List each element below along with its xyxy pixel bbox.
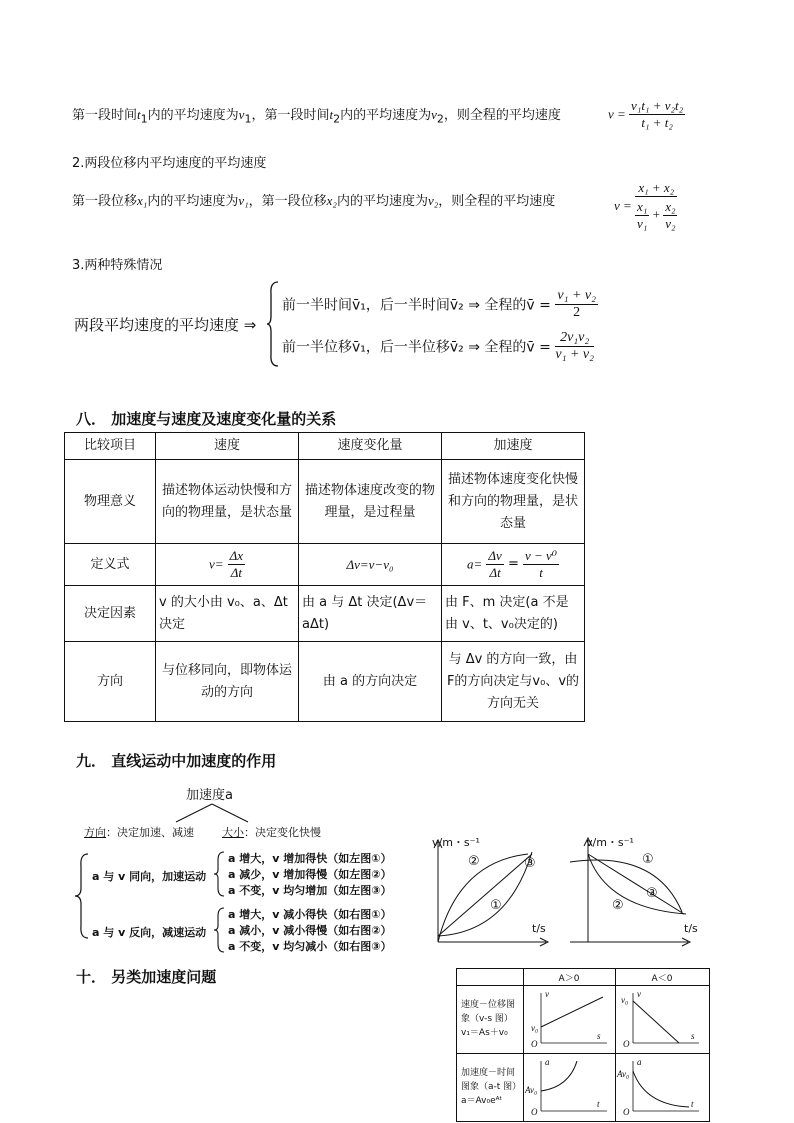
graph-x-label: t/s	[684, 922, 698, 935]
symbol: v₂	[427, 193, 439, 208]
at-graph-negative	[619, 1055, 705, 1119]
table-header: 速度	[156, 433, 299, 460]
same-item: a 不变，v 均匀增加（如左图③）	[228, 884, 392, 897]
subscript: 2	[436, 112, 444, 126]
graph-y-label: v/m・s⁻¹	[586, 836, 634, 849]
subscript: 1	[140, 112, 148, 126]
text: ，第一段位移	[248, 194, 327, 209]
opposite-item: a 增大，v 减小得快（如右图①）	[228, 908, 392, 921]
fraction	[486, 548, 503, 581]
formula-fraction	[635, 180, 677, 232]
denominator: Δt	[230, 565, 242, 580]
line-3	[588, 854, 684, 914]
row-label: 物理意义	[65, 460, 156, 544]
numerator: x₁ + x₂	[635, 180, 677, 197]
numerator: Δv	[488, 548, 502, 563]
item3-title: 3.两种特殊情况	[72, 258, 163, 273]
table-header: 速度变化量	[299, 433, 442, 460]
text: 前一半位移v̄₁，后一半位移v̄₂ ⇒ 全程的v̄ =	[282, 339, 551, 356]
table-cell: 与位移同向，即物体运动的方向	[156, 642, 299, 722]
axis-label: O	[531, 1039, 538, 1049]
vs-graph-positive	[527, 987, 613, 1051]
symbol: t	[137, 107, 141, 122]
y-axis	[584, 838, 592, 942]
row-label: 象（v-s 图）	[461, 1014, 513, 1024]
tree-branch-lines	[140, 800, 290, 826]
formula-fraction	[629, 98, 685, 131]
numerator: v − v⁰	[524, 548, 558, 563]
left-brace	[266, 280, 280, 368]
opposite-item: a 减小，v 减小得慢（如右图②）	[228, 924, 392, 937]
curve-label-2: ②	[612, 898, 624, 913]
text: 第一段位移	[72, 194, 138, 209]
curve-2	[438, 854, 528, 942]
text: 第一段时间	[72, 108, 138, 123]
table-cell: 由 a 的方向决定	[299, 642, 442, 722]
denominator: t	[539, 565, 543, 580]
table-row	[65, 544, 585, 586]
time-average-formula	[608, 98, 685, 131]
axis-label: v₀	[621, 995, 629, 1005]
table-cell: 描述物体速度变化快慢和方向的物理量，是状态量	[442, 460, 585, 544]
direction-node	[84, 824, 194, 840]
axis-label: a	[637, 1057, 642, 1067]
text: 前一半时间v̄₁，后一半时间v̄₂ ⇒ 全程的v̄ =	[282, 297, 551, 314]
same-item: a 增大，v 增加得快（如左图①）	[228, 852, 392, 865]
curve-label-1: ①	[642, 852, 654, 867]
formula-lhs: v =	[614, 198, 632, 213]
column-header: A＞0	[558, 974, 580, 984]
direction-label: 方向	[84, 826, 106, 839]
left-vt-graph	[428, 832, 558, 954]
numerator: v₁t₁ + v₂t₂	[631, 98, 684, 113]
text: 内的平均速度为	[147, 108, 239, 123]
curve-label-2: ②	[468, 854, 480, 869]
fraction	[555, 330, 594, 363]
axis-label: t	[597, 1099, 600, 1109]
text: 内的平均速度为	[340, 108, 432, 123]
column-header: A＜0	[651, 974, 673, 984]
row-label: v₁＝As＋v₀	[461, 1028, 508, 1038]
at-graph-positive	[527, 1055, 613, 1119]
axis-label: s	[597, 1031, 601, 1041]
inner-fraction-a	[635, 199, 649, 232]
section9-heading: 九． 直线运动中加速度的作用	[76, 752, 277, 770]
table-cell: 描述物体运动快慢和方向的物理量，是状态量	[156, 460, 299, 544]
symbol: t	[329, 107, 334, 122]
curve-label-3: ③	[524, 856, 536, 871]
axis-label: s	[691, 1031, 695, 1041]
equals: =	[507, 556, 519, 572]
row-label: 定义式	[65, 544, 156, 586]
denominator: Δt	[489, 565, 501, 580]
text: ，第一段时间	[251, 108, 330, 123]
denominator: v₂	[665, 216, 676, 231]
same-item: a 减少，v 增加得慢（如左图②）	[228, 868, 392, 881]
section8-heading: 八． 加速度与速度及速度变化量的关系	[76, 410, 337, 428]
denominator: 2	[573, 305, 581, 320]
numerator: Δx	[229, 548, 244, 563]
x-axis	[438, 938, 548, 946]
text: 内的平均速度为	[147, 194, 239, 209]
curve-label-1: ①	[490, 898, 502, 913]
axis-label: O	[623, 1107, 630, 1117]
special-case-row1	[282, 288, 598, 321]
section10-heading: 十． 另类加速度问题	[76, 968, 217, 986]
denominator: v₁	[637, 216, 648, 231]
text: 内的平均速度为	[336, 194, 428, 209]
table-header: 比较项目	[65, 433, 156, 460]
denominator: t₁ + t₂	[641, 115, 673, 130]
opposite-direction-label: a 与 v 反向，减速运动	[92, 926, 207, 939]
comparison-table	[64, 432, 585, 722]
text: ，则全程的平均速度	[443, 108, 561, 123]
plus: +	[652, 206, 660, 222]
table-cell: 描述物体速度改变的物理量，是过程量	[299, 460, 442, 544]
symbol: v	[431, 107, 437, 122]
axis-label: O	[623, 1039, 630, 1049]
special-case-row2	[282, 330, 594, 363]
table-cell	[442, 544, 585, 586]
opposite-item: a 不变，v 均匀减小（如右图③）	[228, 940, 392, 953]
inner-fraction-b	[663, 199, 677, 232]
symbol: x₁	[137, 193, 148, 208]
text: ，则全程的平均速度	[438, 194, 556, 209]
y-axis	[434, 840, 442, 942]
row-label: 图象（a-t 图）	[461, 1082, 522, 1092]
same-direction-label: a 与 v 同向，加速运动	[92, 870, 207, 883]
time-average-line	[72, 104, 561, 126]
axis-label: v	[545, 989, 549, 999]
axis-label: Av₀	[525, 1085, 538, 1095]
table-row	[65, 460, 585, 544]
special-case-label: 两段平均速度的平均速度 ⇒	[74, 316, 257, 334]
direction-text: ：决定加速、减速	[106, 826, 194, 839]
denominator: v₁ + v₂	[555, 347, 594, 362]
same-brace	[212, 850, 226, 898]
axis-label: t	[691, 1099, 694, 1109]
symbol: x₂	[326, 193, 337, 208]
line-3	[438, 854, 532, 936]
fraction	[555, 288, 598, 321]
magnitude-node	[222, 824, 321, 840]
divider	[457, 1053, 709, 1054]
graph-x-label: t/s	[532, 922, 546, 935]
curve-1	[570, 860, 682, 912]
fraction	[228, 548, 245, 581]
row-label: 决定因素	[65, 586, 156, 642]
subscript: 1	[244, 112, 252, 126]
denominator	[635, 197, 677, 232]
table-row	[65, 586, 585, 642]
numerator: x₁	[637, 199, 648, 214]
table-cell: 由 F、m 决定(a 不是由 v、t、v₀决定的)	[442, 586, 585, 642]
right-vt-graph	[566, 832, 698, 954]
table-cell: Δv=v−v₀	[299, 544, 442, 586]
opposite-brace	[212, 906, 226, 954]
row-label: a＝Av₀eᴬᵗ	[461, 1096, 503, 1106]
symbol: v	[238, 107, 245, 122]
formula-lhs: a=	[466, 556, 483, 572]
divider	[615, 969, 616, 1121]
alt-accel-table	[456, 968, 710, 1122]
symbol: v₁	[238, 193, 249, 208]
formula-lhs: v=	[208, 556, 224, 572]
displacement-average-formula	[614, 180, 677, 232]
table-cell: 与 Δv 的方向一致，由F的方向决定与v₀、v的方向无关	[442, 642, 585, 722]
table-cell: 由 a 与 Δt 决定(Δv＝aΔt)	[299, 586, 442, 642]
fraction	[523, 548, 559, 581]
numerator: v₁ + v₂	[557, 288, 596, 303]
magnitude-text: ：决定变化快慢	[244, 826, 321, 839]
numerator: x₂	[665, 199, 676, 214]
axis-label: v	[637, 989, 641, 999]
divider	[523, 969, 524, 1121]
table-row	[65, 642, 585, 722]
numerator: 2v₁v₂	[555, 330, 594, 347]
row-label: 方向	[65, 642, 156, 722]
vs-graph-negative	[619, 987, 705, 1051]
table-cell	[156, 544, 299, 586]
outer-brace	[72, 852, 92, 940]
displacement-average-line	[72, 190, 555, 209]
table-header: 加速度	[442, 433, 585, 460]
axis-label: v₀	[531, 1023, 539, 1033]
tree-root: 加速度a	[186, 788, 233, 803]
magnitude-label: 大小	[222, 826, 244, 839]
table-cell: v 的大小由 v₀、a、Δt 决定	[156, 586, 299, 642]
subscript: 2	[333, 112, 341, 126]
divider	[457, 985, 709, 986]
table-header-row	[65, 433, 585, 460]
axis-label: O	[531, 1107, 538, 1117]
axis-label: Av₀	[617, 1069, 630, 1079]
row-label: 速度－位移图	[461, 1000, 516, 1010]
curve-label-3: ③	[646, 886, 658, 901]
row-label: 加速度－时间	[461, 1068, 516, 1078]
graph-y-label: v/m・s⁻¹	[432, 836, 480, 849]
axis-label: a	[545, 1057, 550, 1067]
formula-lhs: v =	[608, 106, 626, 122]
item2-title: 2.两段位移内平均速度的平均速度	[72, 156, 267, 171]
